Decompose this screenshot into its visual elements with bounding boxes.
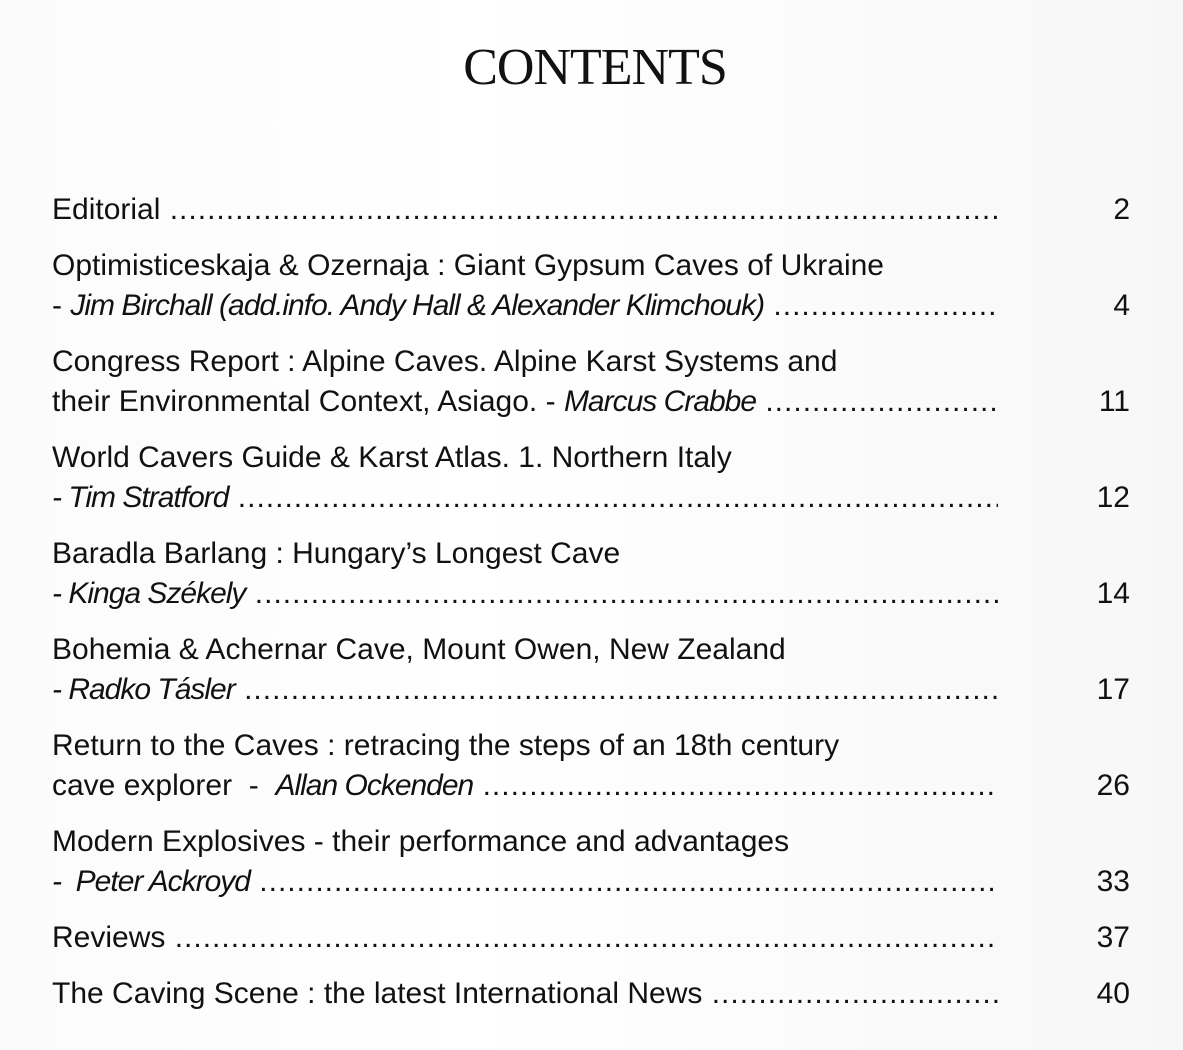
toc-page-number: 12 xyxy=(1096,481,1130,514)
toc-entry-reviews[interactable] xyxy=(52,918,1142,958)
toc-page-number: 2 xyxy=(1113,193,1130,226)
toc-entry-author-line xyxy=(52,478,1142,518)
toc-entry-title-line xyxy=(52,726,1142,766)
toc-page-number: 33 xyxy=(1096,865,1130,898)
toc-entry-leader xyxy=(52,382,998,422)
toc-entry-title-line xyxy=(52,438,1142,478)
toc-entry-title: Modern Explosives - their performance and advantages xyxy=(52,825,790,858)
toc-page-number: 14 xyxy=(1096,577,1130,610)
toc-entry-title-line xyxy=(52,630,1142,670)
toc-entry-title-line xyxy=(52,246,1142,286)
toc-entry-title-line xyxy=(52,382,1142,422)
contents-heading: CONTENTS xyxy=(463,39,727,96)
toc-entry-title: Baradla Barlang : Hungary’s Longest Cave xyxy=(52,537,621,570)
toc-entry-author-line xyxy=(52,574,1142,614)
toc-entry-return-to-the-caves[interactable] xyxy=(52,726,1142,806)
toc-page-number: 4 xyxy=(1113,289,1130,322)
toc-entry-leader xyxy=(52,286,998,326)
toc-entry-congress-report[interactable] xyxy=(52,342,1142,422)
toc-entry-title: Congress Report : Alpine Caves. Alpine Karst Systems and xyxy=(52,345,838,378)
toc-entry-author: Peter Ackroyd xyxy=(75,865,250,898)
toc-entry-line xyxy=(52,974,1142,1014)
toc-entry-bohemia-achernar[interactable] xyxy=(52,630,1142,710)
toc-entry-author: Radko Tásler xyxy=(68,673,235,706)
toc-entry-author-line xyxy=(52,670,1142,710)
toc-entry-title: The Caving Scene : the latest International News xyxy=(52,977,703,1010)
toc-entry-title-continued: cave explorer xyxy=(52,769,233,802)
toc-entry-title: Editorial xyxy=(52,193,161,226)
toc-entry-title-line xyxy=(52,822,1142,862)
toc-entry-title-line xyxy=(52,342,1142,382)
toc-entry-author: Kinga Székely xyxy=(68,577,246,610)
toc-entry-title-line xyxy=(52,766,1142,806)
toc-entry-author: Jim Birchall (add.info. Andy Hall & Alexander Klimchouk) xyxy=(70,289,765,322)
toc-entry-gypsum-caves[interactable] xyxy=(52,246,1142,326)
toc-entry-title: Bohemia & Achernar Cave, Mount Owen, New Zealand xyxy=(52,633,786,666)
toc-entry-author: Allan Ockenden xyxy=(275,769,474,802)
toc-entry-title-line xyxy=(52,534,1142,574)
toc-entry-leader xyxy=(52,478,998,518)
toc-page-number: 37 xyxy=(1096,921,1130,954)
toc-page-number: 17 xyxy=(1096,673,1130,706)
toc-entry-title: Optimisticeskaja & Ozernaja : Giant Gypsum Caves of Ukraine xyxy=(52,249,884,282)
toc-entry-leader xyxy=(52,670,998,710)
toc-entry-leader xyxy=(52,190,998,230)
toc-entry-prefix: - xyxy=(52,865,76,898)
toc-entry-baradla-barlang[interactable] xyxy=(52,534,1142,614)
toc-entry-author: Marcus Crabbe xyxy=(563,385,757,418)
toc-entry-prefix: - xyxy=(52,481,69,514)
toc-entry-world-cavers-guide[interactable] xyxy=(52,438,1142,518)
toc-entry-leader xyxy=(52,766,998,806)
toc-entry-title-continued: their Environmental Context, Asiago. xyxy=(52,385,538,418)
toc-entry-title: Reviews xyxy=(52,921,166,954)
toc-entry-title: Return to the Caves : retracing the steps of an 18th century xyxy=(52,729,840,762)
toc-entry-modern-explosives[interactable] xyxy=(52,822,1142,902)
toc-entry-line xyxy=(52,190,1142,230)
toc-entry-line xyxy=(52,918,1142,958)
toc-entry-prefix: - xyxy=(52,289,71,322)
toc-entry-prefix: - xyxy=(232,769,276,802)
toc-page-number: 40 xyxy=(1096,977,1130,1010)
toc-entry-caving-scene[interactable] xyxy=(52,974,1142,1014)
toc-entry-author: Tim Stratford xyxy=(68,481,229,514)
toc-entry-editorial[interactable] xyxy=(52,190,1142,230)
toc-entry-leader xyxy=(52,918,998,958)
toc-entry-prefix: - xyxy=(52,577,69,610)
toc-entry-prefix: - xyxy=(537,385,564,418)
toc-entry-leader xyxy=(52,974,998,1014)
toc-entry-title: World Cavers Guide & Karst Atlas. 1. Northern Italy xyxy=(52,441,732,474)
toc-entry-leader xyxy=(52,574,998,614)
toc-page-number: 11 xyxy=(1098,385,1130,418)
toc-page-number: 26 xyxy=(1096,769,1130,802)
toc-entry-leader xyxy=(52,862,998,902)
toc-entry-author-line xyxy=(52,286,1142,326)
toc-entry-author-line xyxy=(52,862,1142,902)
toc-entry-prefix: - xyxy=(52,673,69,706)
